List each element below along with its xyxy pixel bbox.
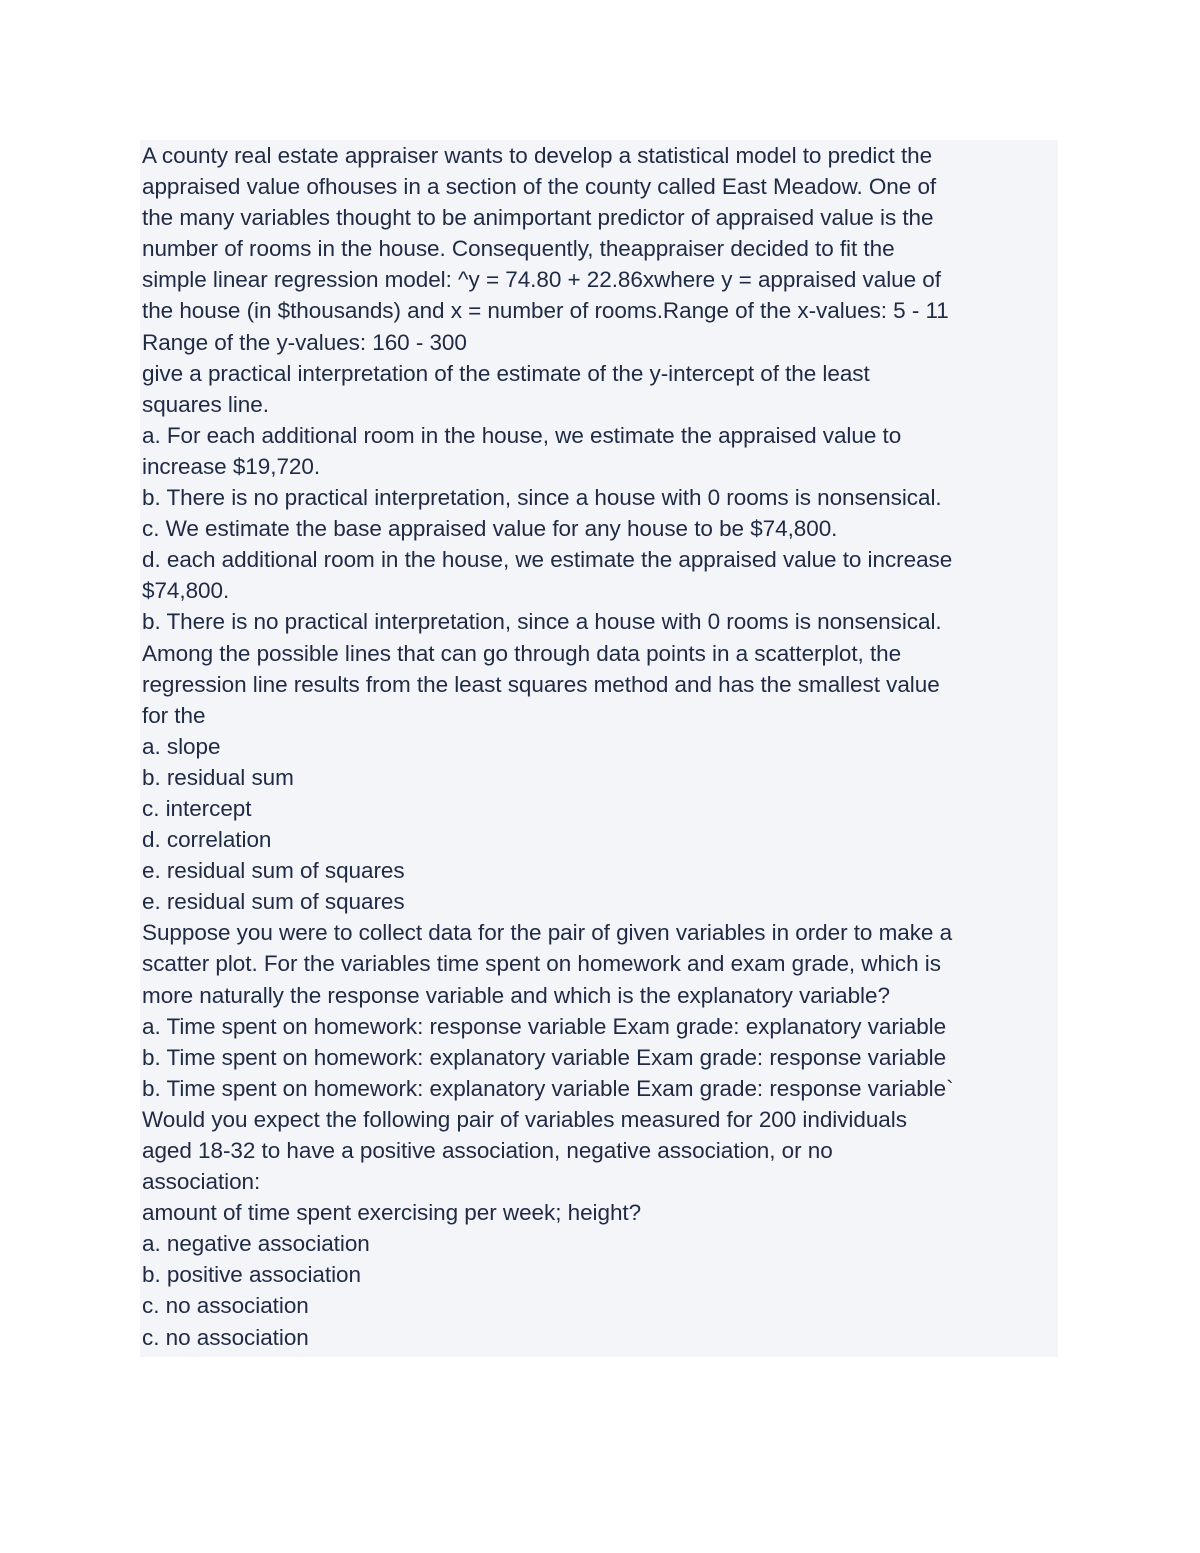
question-line: for the bbox=[142, 702, 206, 728]
answer-option: b. There is no practical interpretation, since a house with 0 rooms is nonsensical. bbox=[142, 485, 942, 511]
answer-line: c. no association bbox=[142, 1324, 309, 1350]
answer-option: d. each additional room in the house, we estimate the appraised value to increase bbox=[142, 547, 953, 573]
text-line: the house (in $thousands) and x = number of rooms.Range of the x-values: 5 - 11 bbox=[142, 298, 949, 324]
question-text-block bbox=[140, 140, 1058, 1357]
question-line: regression line results from the least squares method and has the smallest value bbox=[142, 671, 940, 697]
answer-option: a. For each additional room in the house, we estimate the appraised value to bbox=[142, 422, 902, 448]
question-line: scatter plot. For the variables time spent on homework and exam grade, which is bbox=[142, 951, 941, 977]
answer-option: e. residual sum of squares bbox=[142, 858, 405, 884]
question-line: Would you expect the following pair of variables measured for 200 individuals bbox=[142, 1106, 907, 1132]
answer-option: b. Time spent on homework: explanatory variable Exam grade: response variable bbox=[142, 1044, 947, 1070]
question-line: Among the possible lines that can go through data points in a scatterplot, the bbox=[142, 640, 902, 666]
question-line: amount of time spent exercising per week; height? bbox=[142, 1200, 642, 1226]
answer-option: b. positive association bbox=[142, 1262, 361, 1288]
question-line: association: bbox=[142, 1169, 261, 1195]
answer-line: b. Time spent on homework: explanatory variable Exam grade: response variable` bbox=[142, 1075, 954, 1101]
question-line: aged 18-32 to have a positive association, negative association, or no bbox=[142, 1138, 833, 1163]
text-line: number of rooms in the house. Consequently, theappraiser decided to fit the bbox=[142, 236, 895, 262]
answer-option: c. no association bbox=[142, 1293, 309, 1319]
answer-option: c. We estimate the base appraised value for any house to be $74,800. bbox=[142, 516, 838, 542]
text-line: appraised value ofhouses in a section of the county called East Meadow. One of bbox=[142, 174, 937, 200]
text-line: simple linear regression model: ^y = 74.80 + 22.86xwhere y = appraised value of bbox=[142, 267, 941, 293]
answer-line: e. residual sum of squares bbox=[142, 889, 405, 915]
question-line: more naturally the response variable and which is the explanatory variable? bbox=[142, 982, 890, 1008]
answer-option: a. negative association bbox=[142, 1231, 370, 1257]
answer-option: a. Time spent on homework: response variable Exam grade: explanatory variable bbox=[142, 1013, 947, 1039]
answer-line: b. There is no practical interpretation, since a house with 0 rooms is nonsensical. bbox=[142, 609, 942, 635]
answer-option: $74,800. bbox=[142, 578, 230, 604]
question-line: Suppose you were to collect data for the pair of given variables in order to make a bbox=[142, 920, 953, 946]
question-line: squares line. bbox=[142, 391, 269, 417]
answer-option: c. intercept bbox=[142, 795, 252, 821]
answer-option: d. correlation bbox=[142, 827, 272, 853]
text-line: the many variables thought to be animportant predictor of appraised value is the bbox=[142, 205, 934, 231]
answer-option: a. slope bbox=[142, 733, 221, 759]
text-line: A county real estate appraiser wants to develop a statistical model to predict the bbox=[142, 143, 933, 168]
answer-option: increase $19,720. bbox=[142, 453, 321, 479]
text-line: Range of the y-values: 160 - 300 bbox=[142, 329, 467, 355]
question-line: give a practical interpretation of the estimate of the y-intercept of the least bbox=[142, 360, 870, 386]
answer-option: b. residual sum bbox=[142, 764, 294, 790]
